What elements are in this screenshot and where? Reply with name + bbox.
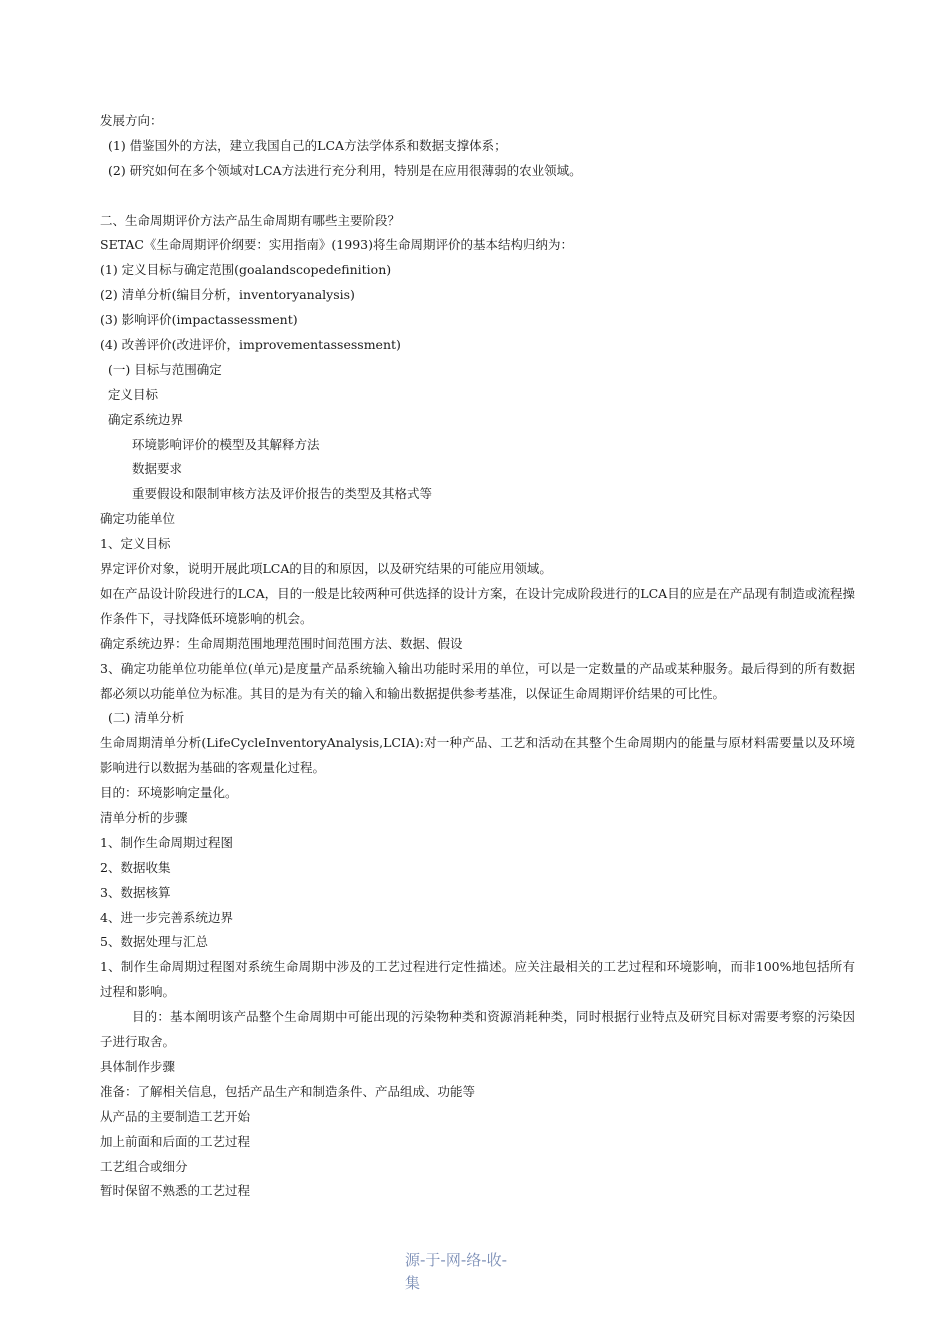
list-item: (1) 借鉴国外的方法，建立我国自己的LCA方法学体系和数据支撑体系； xyxy=(108,137,507,153)
document-body xyxy=(100,109,855,1204)
paragraph: 1、制作生命周期过程图对系统生命周期中涉及的工艺过程进行定性描述。应关注最相关的工艺过程和环境影响，而非100%地包括所有过程和影响。 xyxy=(100,959,855,1000)
list-item: (3) 影响评价(impactassessment) xyxy=(100,312,298,328)
outline-subitem: 重要假设和限制审核方法及评价报告的类型及其格式等 xyxy=(132,486,433,502)
paragraph: 加上前面和后面的工艺过程 xyxy=(100,1133,251,1149)
outline-subitem: 环境影响评价的模型及其解释方法 xyxy=(132,436,320,452)
paragraph: 1、定义目标 xyxy=(100,536,171,552)
section-heading: 二、生命周期评价方法产品生命周期有哪些主要阶段？ xyxy=(100,212,401,228)
list-item: (1) 定义目标与确定范围(goalandscopedefinition) xyxy=(100,262,392,278)
list-item: 1、制作生命周期过程图 xyxy=(100,834,233,850)
subsection-heading: (一) 目标与范围确定 xyxy=(108,361,222,377)
list-item: 4、进一步完善系统边界 xyxy=(100,909,233,925)
paragraph: 生命周期清单分析(LifeCycleInventoryAnalysis,LCIA):对一种产品、工艺和活动在其整个生命周期内的能量与原材料需要量以及环境影响进行以数据为基础的客观量化过程。 xyxy=(100,735,855,776)
paragraph: SETAC《生命周期评价纲要：实用指南》(1993)将生命周期评价的基本结构归纳为： xyxy=(100,237,573,253)
paragraph: 从产品的主要制造工艺开始 xyxy=(100,1108,251,1124)
paragraph: 准备：了解相关信息，包括产品生产和制造条件、产品组成、功能等 xyxy=(100,1083,476,1099)
outline-subitem: 数据要求 xyxy=(132,461,183,477)
list-item: (2) 研究如何在多个领域对LCA方法进行充分利用，特别是在应用很薄弱的农业领域。 xyxy=(108,162,582,178)
outline-item: 确定系统边界 xyxy=(108,411,184,427)
outline-item: 定义目标 xyxy=(108,386,159,402)
paragraph: 目的：环境影响定量化。 xyxy=(100,785,238,801)
subsection-heading: (二) 清单分析 xyxy=(108,710,185,726)
paragraph: 暂时保留不熟悉的工艺过程 xyxy=(100,1183,251,1199)
list-item: (2) 清单分析(编目分析，inventoryanalysis) xyxy=(100,287,355,303)
paragraph: 3、确定功能单位功能单位(单元)是度量产品系统输入输出功能时采用的单位，可以是一定数量的产品或某种服务。最后得到的所有数据都必须以功能单位为标准。其目的是为有关的输入和输出数据提供参考基准，以保证生命周期评价结果的可比性。 xyxy=(100,660,855,701)
list-item: (4) 改善评价(改进评价，improvementassessment) xyxy=(100,337,401,353)
footer-line: 集 xyxy=(405,1274,421,1292)
blank-line xyxy=(100,184,855,209)
paragraph: 工艺组合或细分 xyxy=(100,1158,188,1174)
paragraph: 清单分析的步骤 xyxy=(100,810,188,826)
paragraph: 界定评价对象，说明开展此项LCA的目的和原因，以及研究结果的可能应用领域。 xyxy=(100,561,552,577)
list-item: 5、数据处理与汇总 xyxy=(100,934,208,950)
paragraph: 具体制作步骤 xyxy=(100,1059,176,1074)
page-footer xyxy=(405,1249,535,1295)
paragraph: 确定功能单位 xyxy=(100,511,176,527)
paragraph: 目的：基本阐明该产品整个生命周期中可能出现的污染物种类和资源消耗种类，同时根据行业特点及研究目标对需要考察的污染因子进行取舍。 xyxy=(100,1009,855,1050)
paragraph: 确定系统边界：生命周期范围地理范围时间范围方法、数据、假设 xyxy=(100,635,463,651)
heading-development: 发展方向： xyxy=(100,113,163,128)
list-item: 2、数据收集 xyxy=(100,859,171,875)
footer-line: 源-于-网-络-收- xyxy=(405,1251,508,1269)
list-item: 3、数据核算 xyxy=(100,884,171,900)
paragraph: 如在产品设计阶段进行的LCA，目的一般是比较两种可供选择的设计方案，在设计完成阶段进行的LCA目的应是在产品现有制造或流程操作条件下，寻找降低环境影响的机会。 xyxy=(100,585,855,626)
